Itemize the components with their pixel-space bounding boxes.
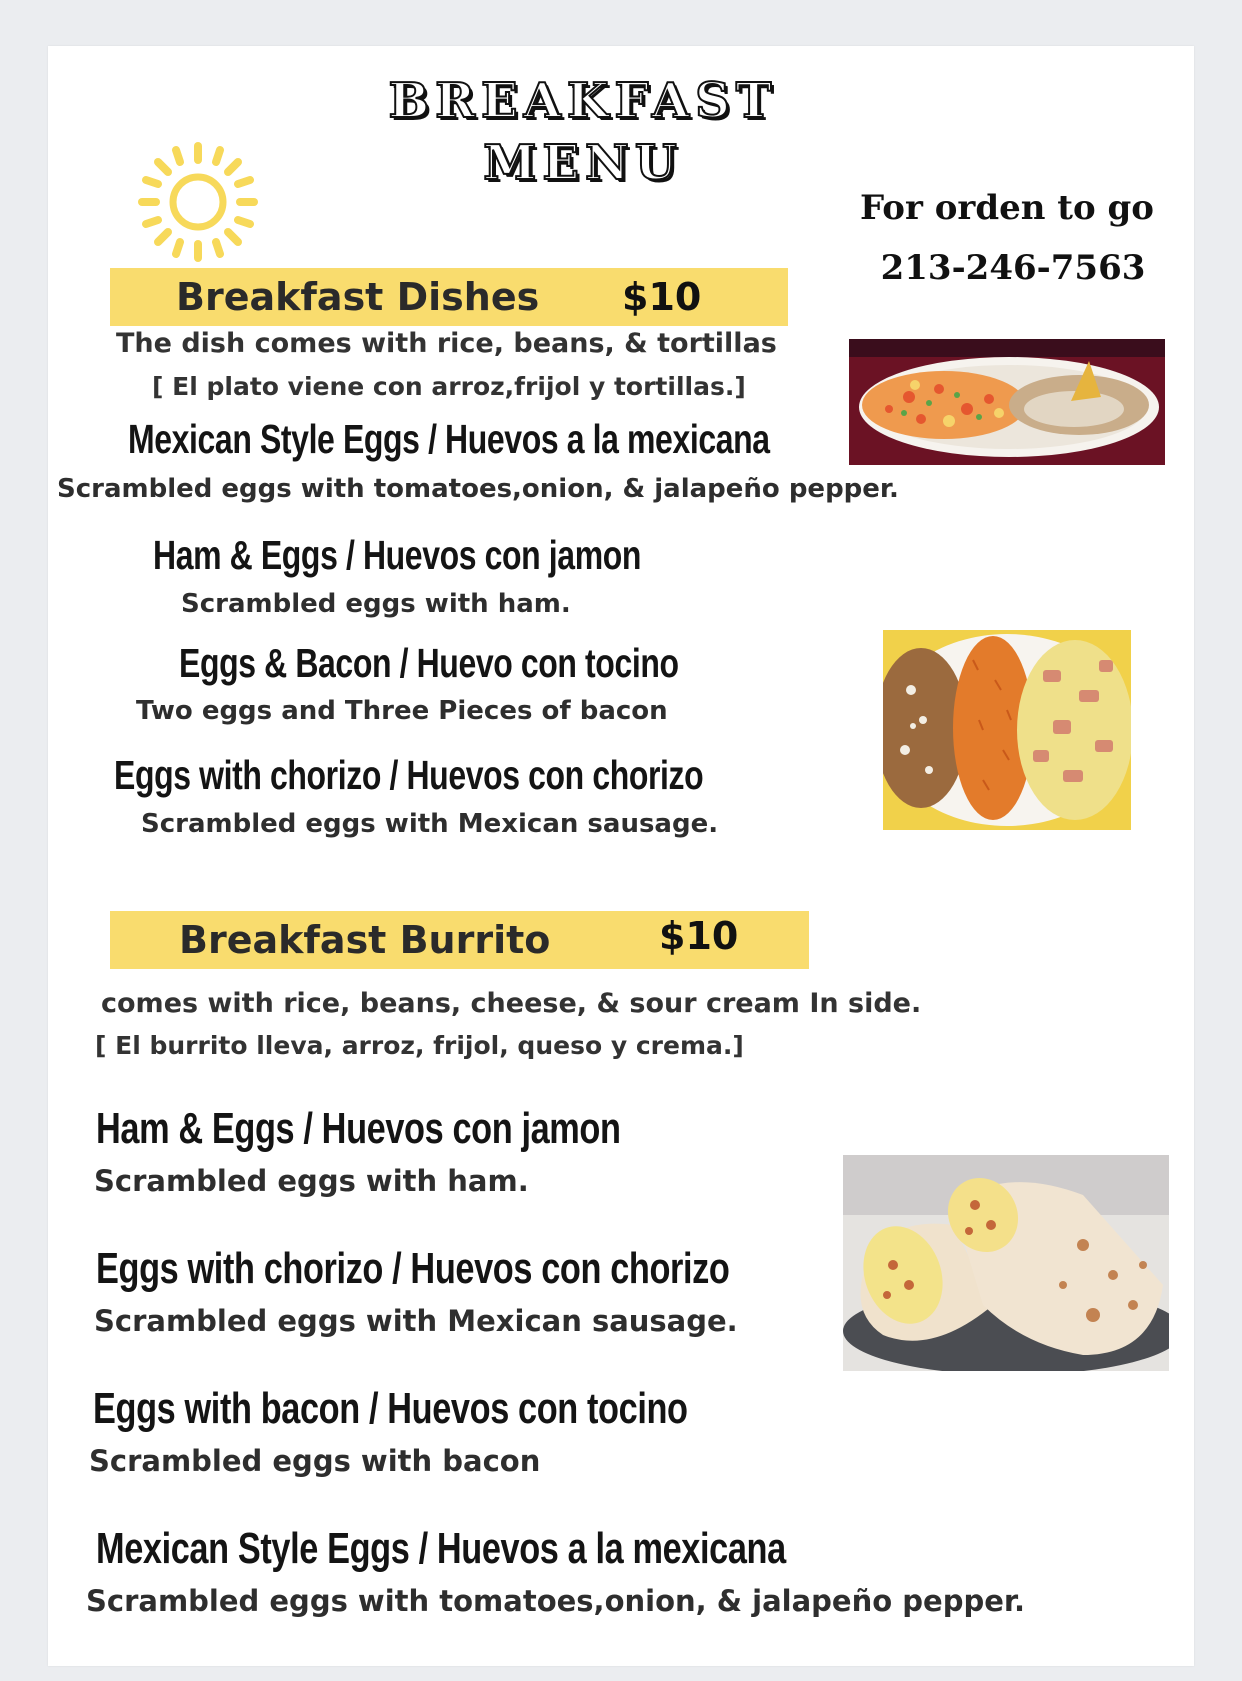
burrito-item-desc: Scrambled eggs with ham. [94,1164,529,1198]
burrito-price: $10 [659,914,739,958]
order-label: For orden to go [860,188,1154,228]
dishes-note-es: [ El plato viene con arroz,frijol y tortillas.] [152,372,746,401]
dish-item-name: Mexican Style Eggs / Huevos a la mexicana [128,416,770,462]
menu-title-line1: BREAKFAST [388,73,778,129]
burrito-item-name: Eggs with bacon / Huevos con tocino [93,1384,688,1433]
order-phone[interactable]: 213-246-7563 [880,248,1146,288]
dishes-note-en: The dish comes with rice, beans, & tortillas [116,328,777,359]
burrito-photo [843,1155,1169,1371]
dishes-header: Breakfast Dishes [176,275,540,319]
menu-title-line2: MENU [483,135,683,191]
dishes-price: $10 [622,275,702,319]
burrito-item-desc: Scrambled eggs with tomatoes,onion, & jalapeño pepper. [86,1584,1026,1618]
ham-eggs-photo [883,630,1131,830]
dish-item-desc: Scrambled eggs with ham. [181,589,571,619]
dish-item-name: Ham & Eggs / Huevos con jamon [153,532,642,578]
dish-item-desc: Scrambled eggs with tomatoes,onion, & jalapeño pepper. [57,474,899,504]
burrito-item-desc: Scrambled eggs with Mexican sausage. [94,1304,738,1338]
mexican-eggs-photo [849,339,1165,465]
dish-item-name: Eggs & Bacon / Huevo con tocino [179,640,679,686]
burrito-item-name: Ham & Eggs / Huevos con jamon [96,1104,621,1153]
burrito-item-desc: Scrambled eggs with bacon [89,1444,541,1478]
burrito-item-name: Eggs with chorizo / Huevos con chorizo [96,1244,730,1293]
menu-page [48,46,1194,1666]
dish-item-name: Eggs with chorizo / Huevos con chorizo [114,752,704,798]
burrito-item-name: Mexican Style Eggs / Huevos a la mexicana [96,1524,786,1573]
burrito-header: Breakfast Burrito [179,918,551,962]
burrito-note-es: [ El burrito lleva, arroz, frijol, queso y crema.] [95,1031,744,1060]
dish-item-desc: Two eggs and Three Pieces of bacon [136,696,668,726]
sun-icon [138,142,258,262]
dish-item-desc: Scrambled eggs with Mexican sausage. [141,809,719,839]
burrito-note-en: comes with rice, beans, cheese, & sour cream In side. [101,988,922,1019]
